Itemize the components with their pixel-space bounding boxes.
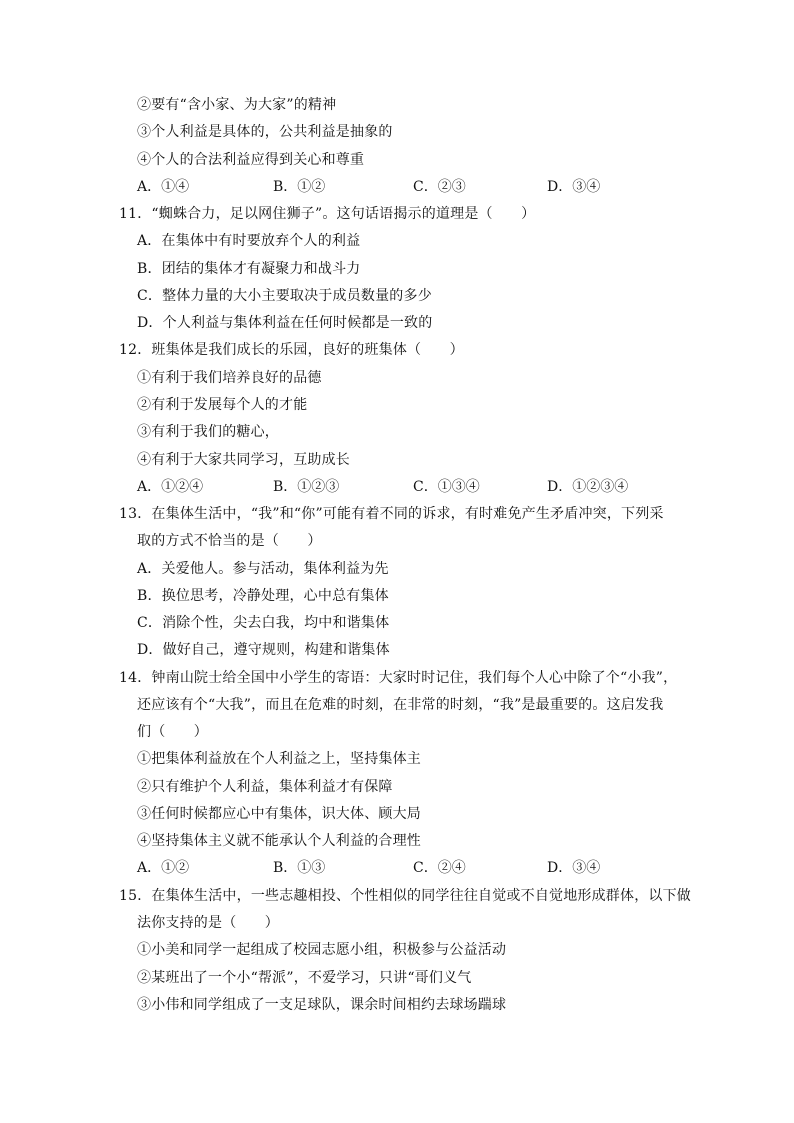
q14-stem-line-1: 14．钟南山院士给全国中小学生的寄语：大家时时记住，我们每个人心中除了个“小我”， [119, 670, 678, 686]
q12-choice-b: B．①②③ [273, 479, 340, 495]
q13-choice-c: C．消除个性，尖去白我，均中和谐集体 [137, 615, 390, 631]
q12-option-4: ④有利于大家共同学习，互助成长 [137, 452, 350, 468]
q13-stem-line-1: 13．在集体生活中，“我”和“你”可能有着不同的诉求，有时难免产生矛盾冲突，下列采 [119, 506, 664, 522]
q12-choice-c: C．①③④ [413, 479, 480, 495]
q14-stem-line-2: 还应该有个“大我”，而且在危难的时刻，在非常的时刻，“我”是最重要的。这启发我 [137, 697, 664, 713]
q14-option-3: ③任何时候都应心中有集体，识大体、顾大局 [137, 806, 421, 822]
q11-choice-d: D．个人利益与集体利益在任何时候都是一致的 [137, 315, 433, 331]
q12-option-3: ③有利于我们的糖心， [137, 424, 279, 440]
q15-option-3: ③小伟和同学组成了一支足球队，课余时间相约去球场踹球 [137, 997, 507, 1013]
q15-option-1: ①小美和同学一起组成了校园志愿小组，积极参与公益活动 [137, 942, 507, 958]
q13-choice-a: A．关爱他人。参与活动，集体利益为先 [137, 561, 389, 577]
q10-choice-d: D．③④ [547, 179, 601, 195]
q15-stem-line-2: 法你支持的是（ ） [137, 915, 279, 931]
q10-choice-c: C．②③ [413, 179, 466, 195]
q12-option-2: ②有利于发展每个人的才能 [137, 397, 308, 413]
q13-stem-line-2: 取的方式不恰当的是（ ） [137, 533, 322, 549]
q10-option-4: ④个人的合法利益应得到关心和尊重 [137, 152, 365, 168]
q10-choice-b: B．①② [273, 179, 326, 195]
q10-option-3: ③个人利益是具体的，公共利益是抽象的 [137, 124, 393, 140]
q10-choice-a: A．①④ [137, 179, 190, 195]
q14-option-1: ①把集体利益放在个人利益之上，坚持集体主 [137, 751, 421, 767]
q14-choice-a: A．①② [137, 860, 190, 876]
q11-choice-a: A．在集体中有时要放弃个人的利益 [137, 233, 361, 249]
q15-stem-line-1: 15．在集体生活中，一些志趣相投、个性相似的同学往往自觉或不自觉地形成群体，以下做 [119, 888, 692, 904]
q14-option-2: ②只有维护个人利益，集体利益才有保障 [137, 779, 393, 795]
q11-stem: 11．“蜘蛛合力，足以网住狮子”。这句话语揭示的道理是（ ） [119, 206, 536, 222]
q12-choice-d: D．①②③④ [547, 479, 629, 495]
q13-choice-b: B．换位思考，冷静处理，心中总有集体 [137, 588, 389, 604]
q12-stem: 12．班集体是我们成长的乐园，良好的班集体（ ） [119, 342, 464, 358]
q11-choice-b: B．团结的集体才有凝聚力和战斗力 [137, 261, 361, 277]
q11-choice-c: C．整体力量的大小主要取决于成员数量的多少 [137, 288, 432, 304]
q14-choice-b: B．①③ [273, 860, 326, 876]
q10-choices [137, 177, 657, 197]
q12-choice-a: A．①②④ [137, 479, 204, 495]
q10-option-2: ②要有“含小家、为大家”的精神 [137, 97, 337, 113]
q14-choices [137, 858, 657, 878]
q15-option-2: ②某班出了一个小“帮派”，不爱学习，只讲“哥们义气 [137, 970, 472, 986]
q14-stem-line-3: 们（ ） [137, 724, 208, 740]
q14-option-4: ④坚持集体主义就不能承认个人利益的合理性 [137, 833, 421, 849]
q14-choice-c: C．②④ [413, 860, 466, 876]
q12-option-1: ①有利于我们培养良好的品德 [137, 370, 322, 386]
q12-choices [137, 477, 657, 497]
q13-choice-d: D．做好自己，遵守规则，构建和谐集体 [137, 642, 390, 658]
q14-choice-d: D．③④ [547, 860, 601, 876]
